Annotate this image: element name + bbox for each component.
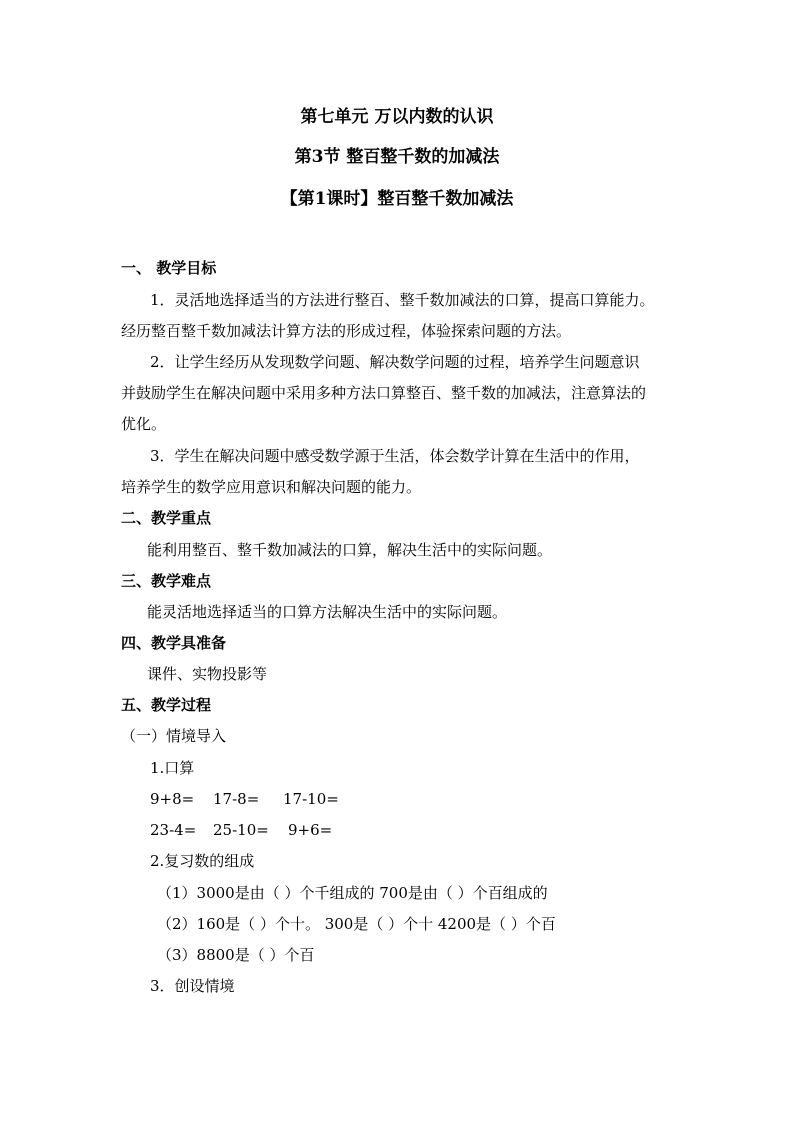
oral-calc-item: 25-10= bbox=[213, 821, 269, 839]
process-sub-1: （一）情境导入 bbox=[121, 727, 227, 745]
scenario-label: 3．创设情境 bbox=[150, 977, 235, 995]
materials-text: 课件、实物投影等 bbox=[147, 665, 268, 683]
materials-heading: 四、教学具准备 bbox=[121, 634, 227, 652]
goal-2-line-3: 优化。 bbox=[121, 415, 167, 433]
review-question-2: （2）160是（ ）个十。 300是（ ）个十 4200是（ ）个百 bbox=[157, 915, 556, 933]
review-question-1: （1）3000是由（ ）个千组成的 700是由（ ）个百组成的 bbox=[157, 884, 548, 902]
oral-calc-item: 23-4= bbox=[150, 821, 197, 839]
oral-calc-item: 17-8= bbox=[213, 790, 260, 808]
goal-3-line-2: 培养学生的数学应用意识和解决问题的能力。 bbox=[121, 478, 422, 496]
oral-calc-label: 1.口算 bbox=[150, 759, 195, 777]
goal-2-line-1: 2．让学生经历从发现数学问题、解决数学问题的过程，培养学生问题意识 bbox=[150, 353, 640, 371]
review-question-3: （3）8800是（ ）个百 bbox=[157, 946, 315, 964]
unit-title: 第七单元 万以内数的认识 bbox=[300, 107, 494, 127]
oral-calc-row-1 bbox=[150, 788, 339, 810]
difficulties-text: 能灵活地选择适当的口算方法解决生活中的实际问题。 bbox=[147, 603, 508, 621]
oral-calc-item: 17-10= bbox=[283, 790, 339, 808]
oral-calc-item: 9+8= bbox=[150, 790, 195, 808]
review-label: 2.复习数的组成 bbox=[150, 852, 255, 870]
key-points-text: 能利用整百、整千数加减法的口算，解决生活中的实际问题。 bbox=[147, 541, 553, 559]
key-points-heading: 二、教学重点 bbox=[121, 509, 212, 527]
goal-1-line-2: 经历整百整千数加减法计算方法的形成过程，体验探索问题的方法。 bbox=[121, 322, 572, 340]
process-heading: 五、教学过程 bbox=[121, 696, 212, 714]
section-title: 第3节 整百整千数的加减法 bbox=[294, 147, 500, 167]
goals-heading: 一、 教学目标 bbox=[121, 259, 217, 277]
oral-calc-row-2 bbox=[150, 819, 332, 841]
oral-calc-item: 9+6= bbox=[288, 821, 333, 839]
goal-2-line-2: 并鼓励学生在解决问题中采用多种方法口算整百、整千数的加减法，注意算法的 bbox=[121, 384, 647, 402]
lesson-title: 【第1课时】整百整千数加减法 bbox=[280, 189, 514, 209]
difficulties-heading: 三、教学难点 bbox=[121, 572, 212, 590]
goal-1-line-1: 1．灵活地选择适当的方法进行整百、整千数加减法的口算，提高口算能力。 bbox=[150, 291, 655, 309]
goal-3-line-1: 3．学生在解决问题中感受数学源于生活，体会数学计算在生活中的作用， bbox=[150, 447, 640, 465]
